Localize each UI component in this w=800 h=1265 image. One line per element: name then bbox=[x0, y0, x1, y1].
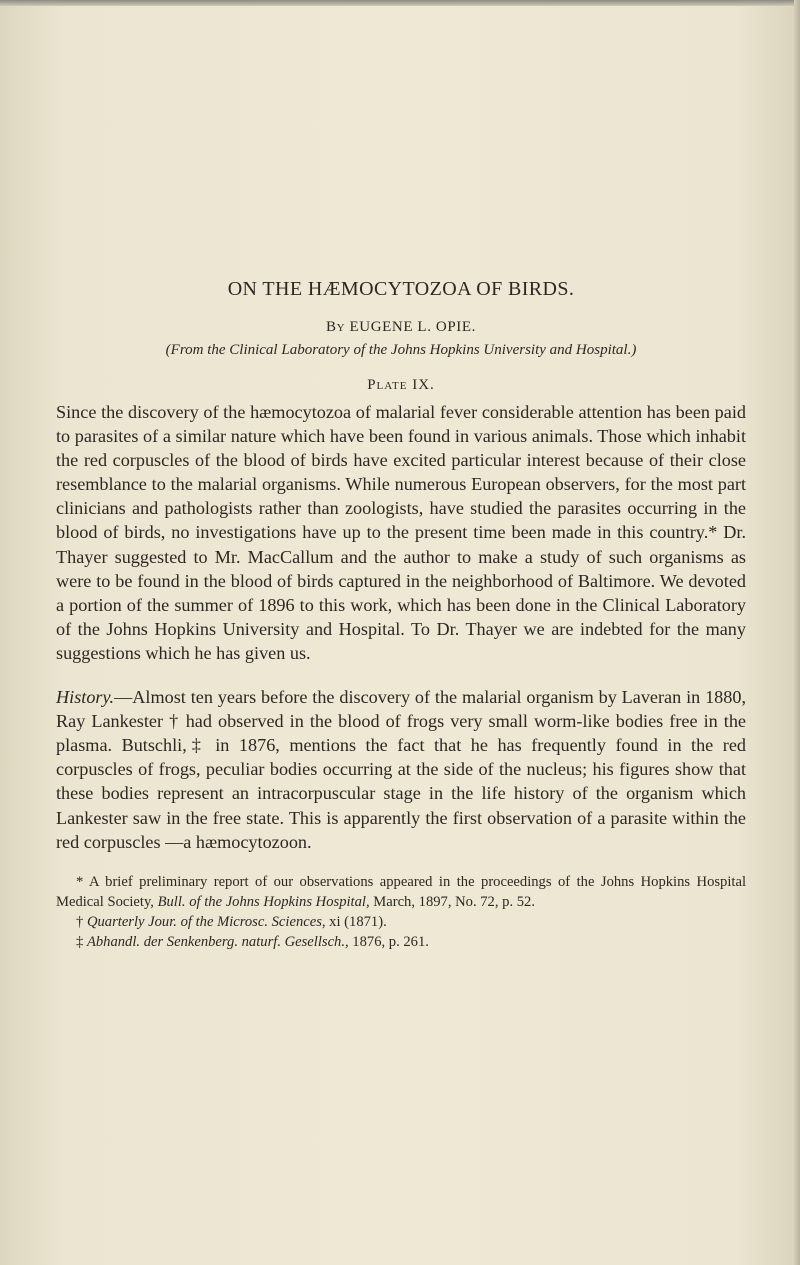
footnote-2-tail: xi (1871). bbox=[325, 913, 387, 930]
author-affiliation: (From the Clinical Laboratory of the Johns Hopkins University and Hospital.) bbox=[165, 342, 637, 358]
intro-paragraph: Since the discovery of the hæmocytozoa of malarial fever considerable attention has been paid to parasites of a similar nature which have been found in various animals. Those which inhabit the red corpuscles of the blood of birds have excited particular interest because of their close resemblance to the malarial organisms. While numerous European observers, for the most part clinicians and pathologists rather than zoologists, have studied the parasites occurring in the blood of birds, no investigations have up to the present time been made in this country.* Dr. Thayer suggested to Mr. MacCallum and the author to make a study of such organisms as were to be found in the blood of birds captured in the neighborhood of Baltimore. We devoted a portion of the summer of 1896 to this work, which has been done in the Clinical Laboratory of the Johns Hopkins University and Hospital. To Dr. Thayer we are indebted for the many suggestions which he has given us. bbox=[56, 402, 746, 663]
footnote-2-mark: † bbox=[76, 913, 87, 930]
article-title: ON THE HÆMOCYTOZOA OF BIRDS. bbox=[227, 278, 575, 300]
plate-label: Plate IX. bbox=[367, 377, 435, 393]
page-right-edge bbox=[794, 0, 800, 1265]
history-heading: History. bbox=[56, 687, 115, 708]
article-body bbox=[56, 278, 746, 952]
page-top-edge bbox=[0, 0, 800, 6]
footnote-3-tail: 1876, p. 261. bbox=[348, 933, 429, 950]
footnote-1-source: Bull. of the Johns Hopkins Hospital, bbox=[157, 893, 370, 910]
footnote-2 bbox=[56, 912, 746, 932]
footnotes bbox=[56, 872, 746, 952]
footnote-1 bbox=[56, 872, 746, 912]
author-byline: By EUGENE L. OPIE. bbox=[326, 319, 476, 335]
history-paragraph bbox=[56, 685, 746, 854]
footnote-1-text: * A brief preliminary report of our observations appeared in the proceedings of the Johns Hopkins Hospital Medical Society, bbox=[56, 873, 746, 910]
footnote-1-tail: March, 1897, No. 72, p. 52. bbox=[369, 893, 535, 910]
footnote-3-source: Abhandl. der Senkenberg. naturf. Gesellsch., bbox=[86, 933, 349, 950]
footnote-2-source: Quarterly Jour. of the Microsc. Sciences, bbox=[86, 913, 326, 930]
history-text: —Almost ten years before the discovery of the malarial organism by Laveran in 1880, Ray Lankester † had observed in the blood of frogs very small worm-like bodies free in the plasma. Butschli,‡ in 1876, mentions the fact that he has frequently found in the red corpuscles of frogs, peculiar bodies occurring at the side of the nucleus; his figures show that these bodies represent an intracorpuscular stage in the life history of the organism which Lankester saw in the free state. This is apparently the first observation of a parasite within the red corpuscles —a hæmocytozoon. bbox=[56, 687, 746, 852]
footnote-3-mark: ‡ bbox=[76, 933, 87, 950]
footnote-3 bbox=[56, 932, 746, 952]
